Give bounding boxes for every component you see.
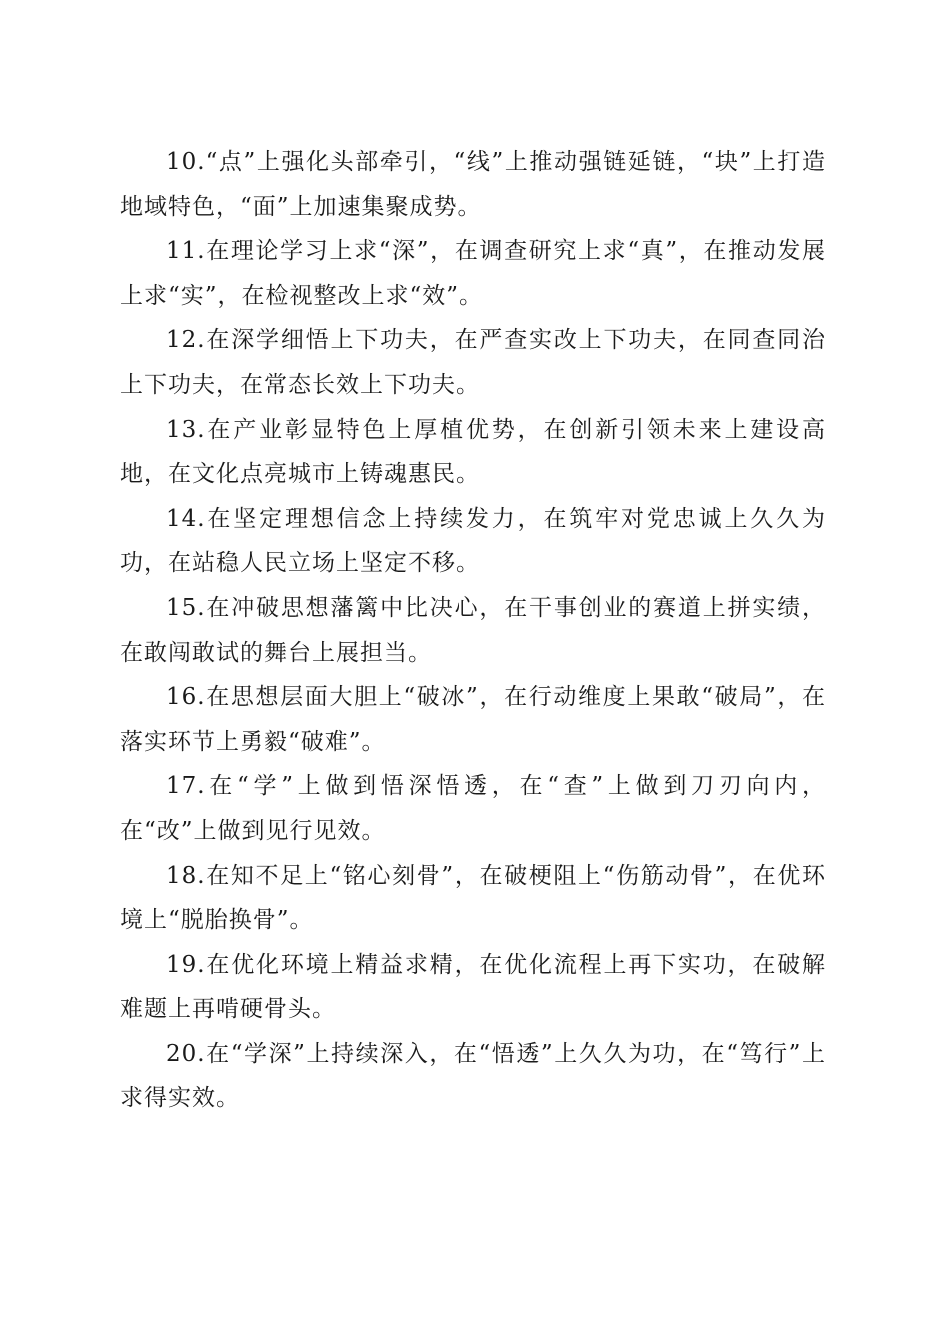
document-body [120,140,826,1121]
paragraph-20: 20.在“学深”上持续深入，在“悟透”上久久为功，在“笃行”上求得实效。 [120,1040,826,1112]
paragraph-10: 10.“点”上强化头部牵引，“线”上推动强链延链，“块”上打造地域特色，“面”上加速集聚成势。 [120,149,826,220]
paragraph-18: 18.在知不足上“铭心刻骨”，在破梗阻上“伤筋动骨”，在优环境上“脱胎换骨”。 [120,862,826,934]
paragraph-19: 19.在优化环境上精益求精，在优化流程上再下实功，在破解难题上再啃硬骨头。 [120,951,826,1023]
paragraph-14: 14.在坚定理想信念上持续发力，在筑牢对党忠诚上久久为功，在站稳人民立场上坚定不移。 [120,505,826,577]
paragraph-11: 11.在理论学习上求“深”，在调查研究上求“真”，在推动发展上求“实”，在检视整改上求“效”。 [120,238,826,309]
paragraph-17: 17.在“学”上做到悟深悟透，在“查”上做到刀刃向内，在“改”上做到见行见效。 [120,773,826,844]
paragraph-15: 15.在冲破思想藩篱中比决心，在干事创业的赛道上拼实绩，在敢闯敢试的舞台上展担当。 [120,594,826,666]
paragraph-16: 16.在思想层面大胆上“破冰”，在行动维度上果敢“破局”，在落实环节上勇毅“破难”。 [120,684,826,755]
paragraph-13: 13.在产业彰显特色上厚植优势，在创新引领未来上建设高地，在文化点亮城市上铸魂惠民。 [120,416,826,488]
paragraph-12: 12.在深学细悟上下功夫，在严查实改上下功夫，在同查同治上下功夫，在常态长效上下功夫。 [120,327,826,398]
